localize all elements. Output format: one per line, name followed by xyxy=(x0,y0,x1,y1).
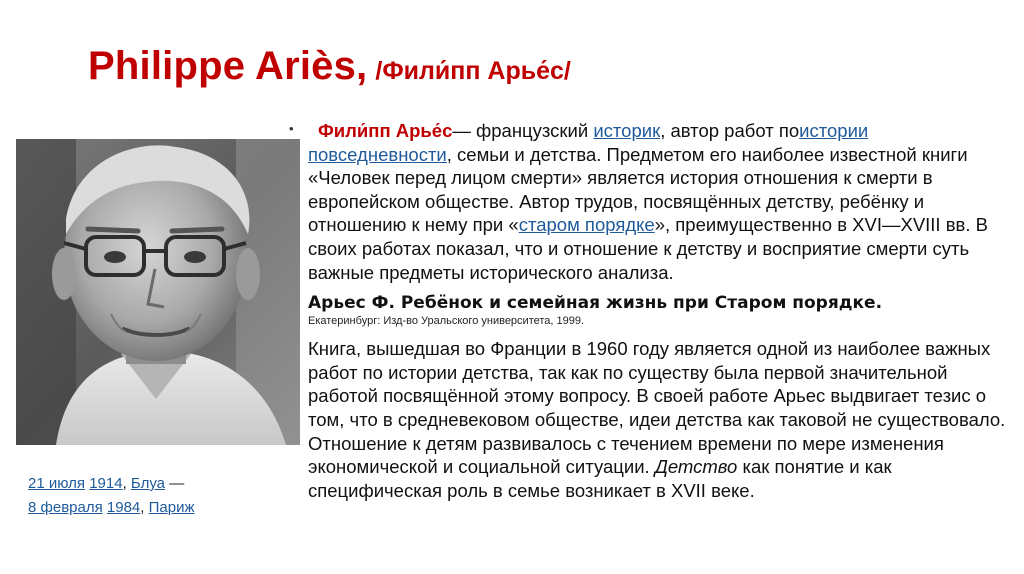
intro-text-3: , семьи и детства. Предметом его наиболее известной книги «Человек перед лицом смерти» является история отношения к смерти в европейском обществе. Автор трудов, посвящённых детству, ребёнку и отношению к нему при « xyxy=(308,143,968,236)
bullet: • xyxy=(289,121,294,136)
birth-place-link[interactable]: Блуа xyxy=(130,475,166,492)
intro-text-2: , автор работ по xyxy=(660,120,800,141)
separator: , xyxy=(140,499,149,516)
person-name: Фили́пп Арье́с xyxy=(318,120,453,141)
dash: — xyxy=(165,475,185,492)
link-historian[interactable]: историк xyxy=(593,120,661,141)
description-paragraph xyxy=(308,337,1008,502)
separator: , xyxy=(122,475,131,492)
description-text-1: Книга, вышедшая во Франции в 1960 году является одной из наиболее важных работ по истории детства, так как по существу была первой значительной работой посвящённой этому вопросу. В своей работе Арьес выдвигает тезис о том, что в средневековом обществе, идеи детства как таковой не существовало. Отношение к детям развивалось с течением времени по мере изменения экономической и социальной ситуации. xyxy=(308,338,1006,478)
title-latin: Philippe Ariès, xyxy=(88,44,368,88)
birth-date-link[interactable]: 21 июля xyxy=(28,475,86,492)
intro-text-1: — французский xyxy=(452,120,594,141)
link-old-regime[interactable]: старом порядке xyxy=(518,214,655,236)
death-line xyxy=(28,496,195,520)
birth-year-link[interactable]: 1914 xyxy=(89,475,123,492)
title-russian: /Фили́пп Арье́с/ xyxy=(375,57,571,85)
death-date-link[interactable]: 8 февраля xyxy=(28,499,103,516)
main-text xyxy=(308,119,1008,502)
life-dates-caption xyxy=(28,472,195,520)
book-title: Арьес Ф. Ребёнок и семейная жизнь при Старом порядке. xyxy=(308,293,883,314)
birth-line xyxy=(28,472,195,496)
book-publisher: Екатеринбург: Изд-во Уральского университета, 1999. xyxy=(308,315,585,328)
description-text-2: как понятие и как специфическая роль в семье возникает в XVII веке. xyxy=(308,456,892,501)
description-emphasis: Детство xyxy=(654,456,738,478)
death-year-link[interactable]: 1984 xyxy=(106,499,141,516)
link-history-of-everyday-life[interactable]: истории повседневности xyxy=(308,120,869,165)
portrait-photo xyxy=(16,139,300,445)
intro-text-4: », преимущественно в XVI—XVIII вв. В своих работах показал, что и отношение к детству и восприятие смерти суть важные предметы исторического анализа. xyxy=(308,214,988,283)
death-place-link[interactable]: Париж xyxy=(148,499,195,516)
slide-title xyxy=(88,44,571,89)
intro-paragraph xyxy=(308,119,1008,284)
